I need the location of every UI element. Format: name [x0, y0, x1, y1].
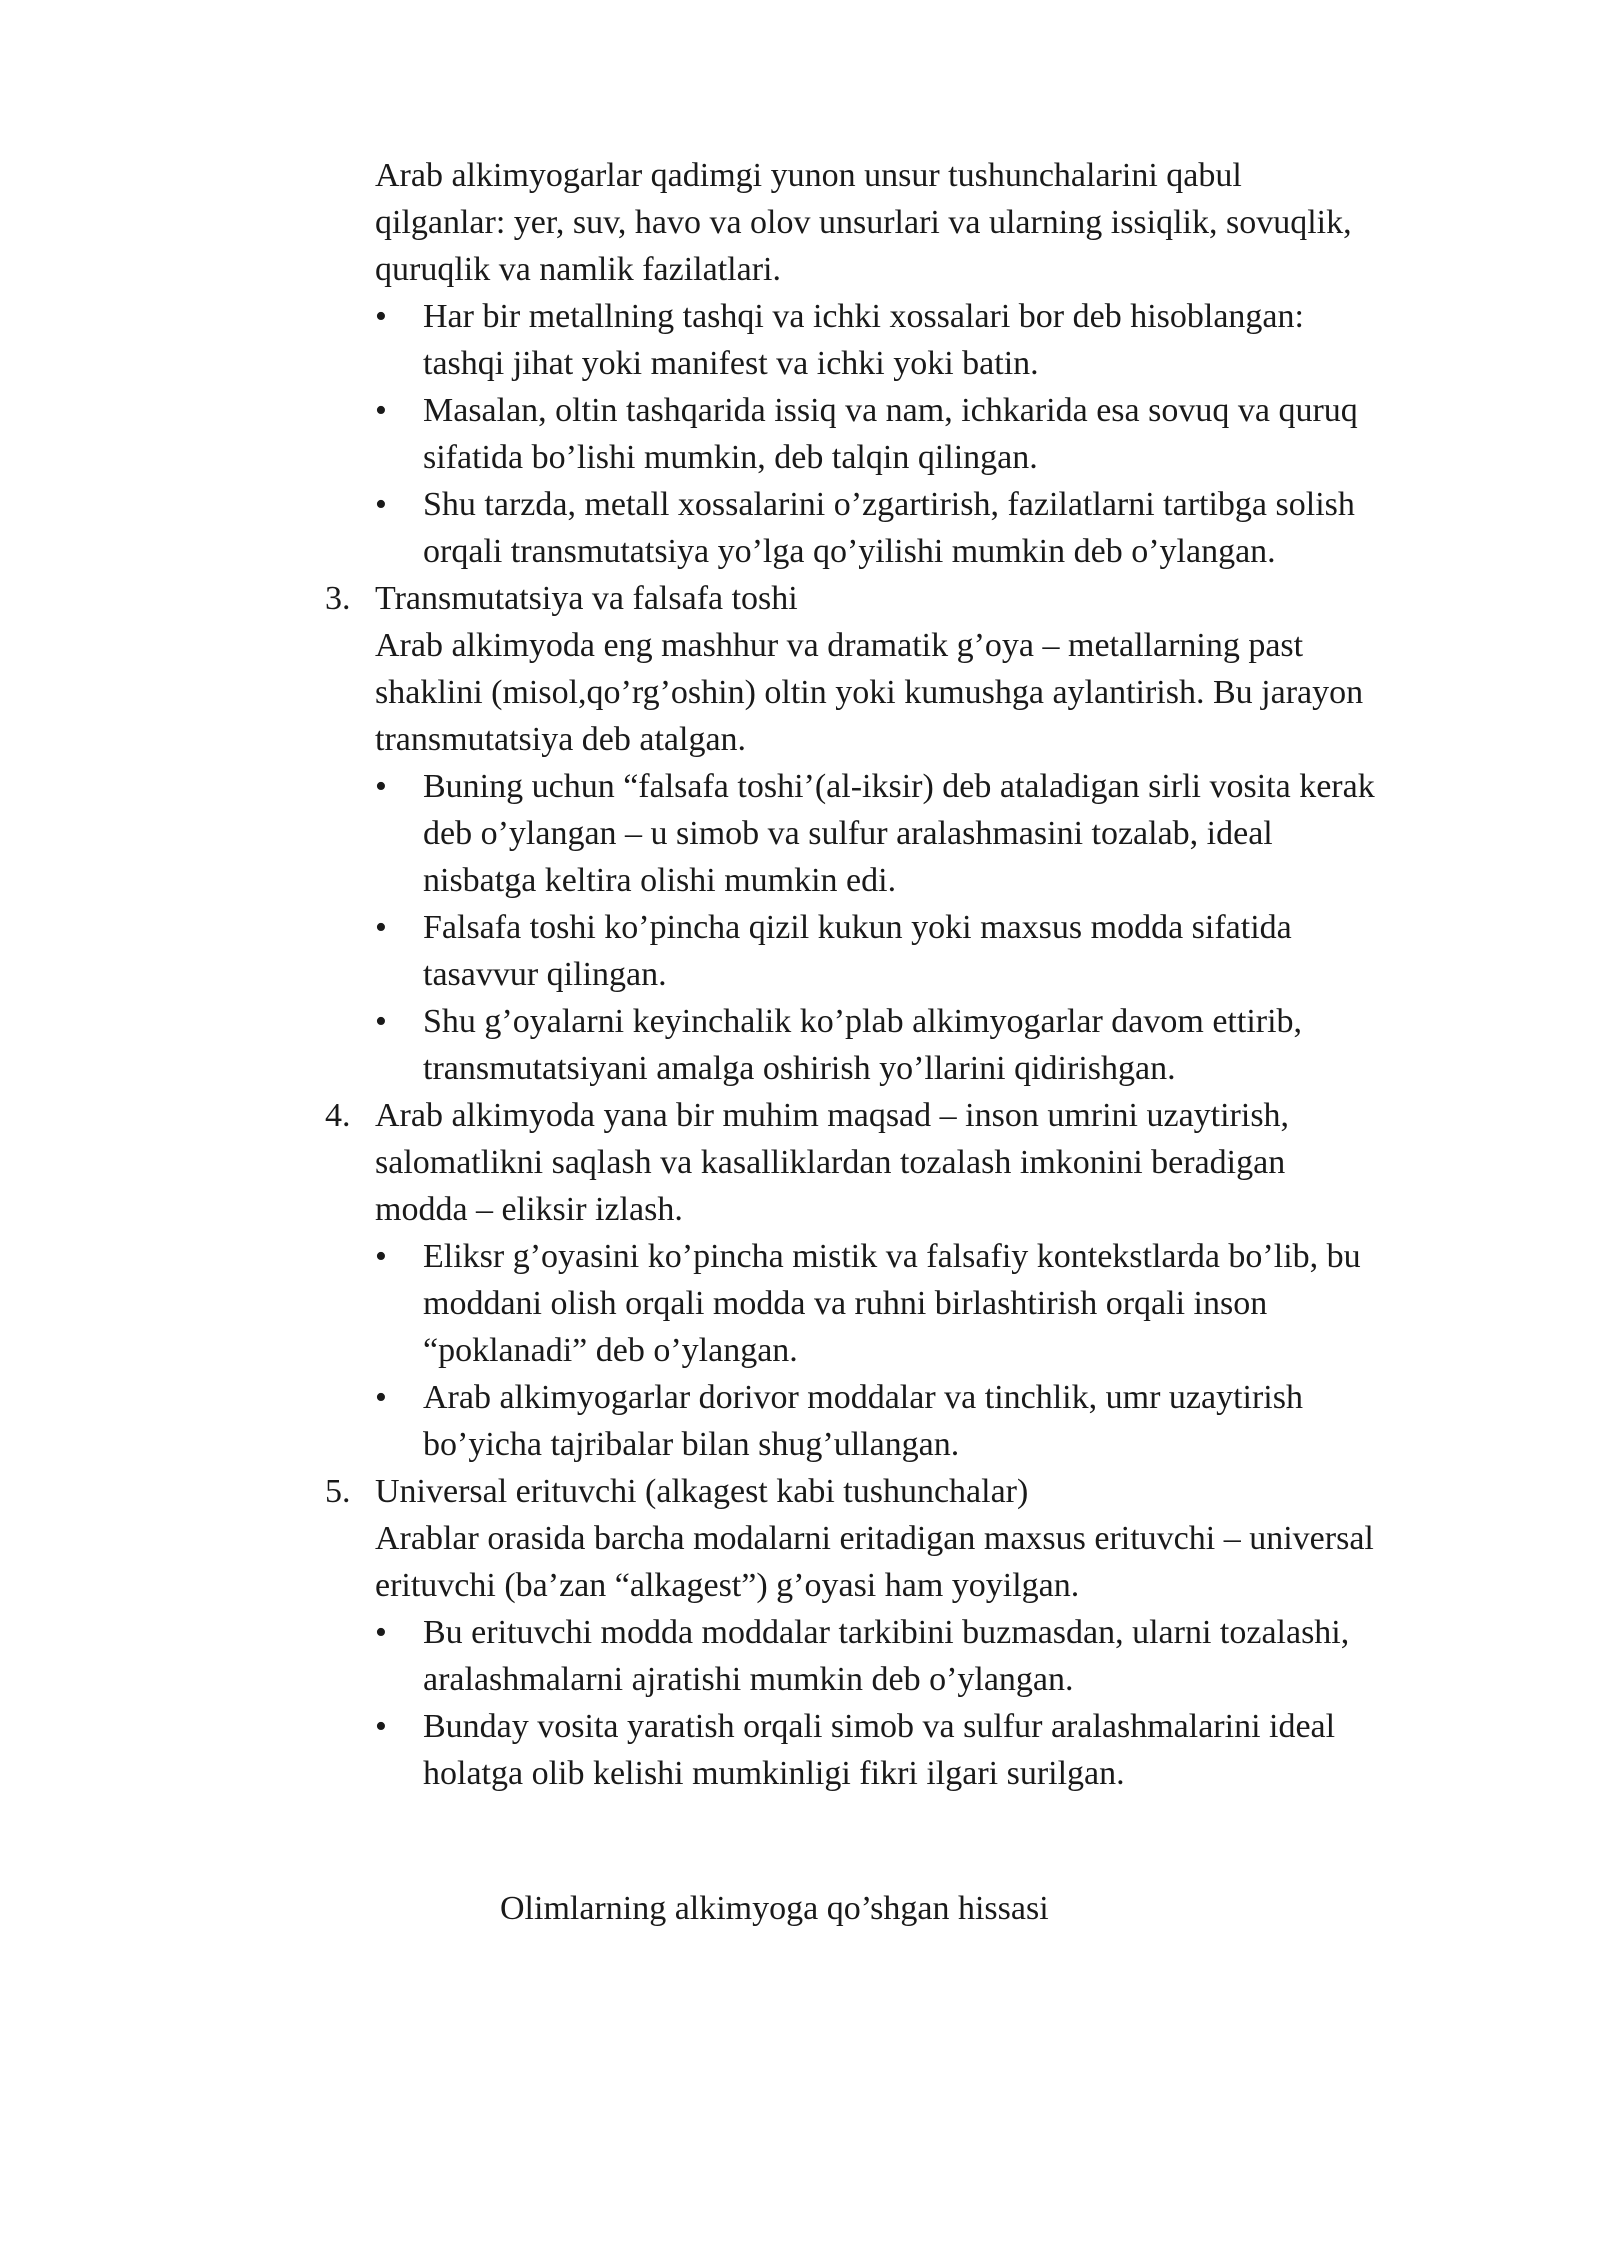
section-number: 5. — [325, 1473, 351, 1510]
document-body — [0, 152, 1600, 1797]
text-line: Eliksr g’oyasini ko’pincha mistik va falsafiy kontekstlarda bo’lib, bu — [423, 1238, 1361, 1275]
text-line: erituvchi (ba’zan “alkagest”) g’oyasi ham yoyilgan. — [375, 1567, 1080, 1604]
section-title: Transmutatsiya va falsafa toshi — [375, 580, 798, 617]
numbered-section-3 — [0, 575, 1485, 763]
text-line: tasavvur qilingan. — [423, 956, 667, 993]
bullet-icon: • — [375, 1379, 387, 1416]
text-line: Arab alkimyogarlar dorivor moddalar va tinchlik, umr uzaytirish — [423, 1379, 1303, 1416]
bullet-icon: • — [375, 909, 387, 946]
list-item — [0, 1609, 1483, 1703]
text-line: moddani olish orqali modda va ruhni birlashtirish orqali inson — [423, 1285, 1268, 1322]
list-item — [0, 387, 1483, 481]
text-line: Har bir metallning tashqi va ichki xossalari bor deb hisoblangan: — [423, 298, 1304, 335]
text-line: Bunday vosita yaratish orqali simob va sulfur aralashmalarini ideal — [423, 1708, 1336, 1745]
text-line: bo’yicha tajribalar bilan shug’ullangan. — [423, 1426, 960, 1463]
text-line: nisbatga keltira olishi mumkin edi. — [423, 862, 897, 899]
section-5-bullet-list — [0, 1609, 1600, 1797]
text-line: shaklini (misol,qo’rg’oshin) oltin yoki kumushga aylantirish. Bu jarayon — [375, 674, 1364, 711]
text-line: salomatlikni saqlash va kasalliklardan tozalash imkonini beradigan — [375, 1144, 1286, 1181]
text-line: deb o’ylangan – u simob va sulfur aralashmasini tozalab, ideal — [423, 815, 1273, 852]
numbered-section-4 — [0, 1092, 1485, 1233]
bullet-icon: • — [375, 486, 387, 523]
text-line: holatga olib kelishi mumkinligi fikri ilgari surilgan. — [423, 1755, 1125, 1792]
section-4-bullet-list — [0, 1233, 1600, 1468]
list-item — [0, 904, 1483, 998]
bullet-icon: • — [375, 1708, 387, 1745]
list-item — [0, 481, 1483, 575]
list-item — [0, 293, 1483, 387]
text-line: aralashmalarni ajratishi mumkin deb o’ylangan. — [423, 1661, 1074, 1698]
bullet-icon: • — [375, 1003, 387, 1040]
text-line: Arab alkimyoda eng mashhur va dramatik g’oya – metallarning past — [375, 627, 1304, 664]
text-line: Arab alkimyogarlar qadimgi yunon unsur tushunchalarini qabul — [375, 157, 1242, 194]
text-line: Buning uchun “falsafa toshi’(al-iksir) deb ataladigan sirli vosita kerak — [423, 768, 1375, 805]
text-line: orqali transmutatsiya yo’lga qo’yilishi mumkin deb o’ylangan. — [423, 533, 1276, 570]
text-line: Masalan, oltin tashqarida issiq va nam, ichkarida esa sovuq va quruq — [423, 392, 1358, 429]
section-heading: Olimlarning alkimyoga qo’shgan hissasi — [500, 1890, 1049, 1927]
text-line: sifatida bo’lishi mumkin, deb talqin qilingan. — [423, 439, 1038, 476]
bullet-icon: • — [375, 1238, 387, 1275]
bullet-icon: • — [375, 392, 387, 429]
text-line: tashqi jihat yoki manifest va ichki yoki batin. — [423, 345, 1039, 382]
bullet-icon: • — [375, 768, 387, 805]
list-item — [0, 1374, 1483, 1468]
text-line: Shu g’oyalarni keyinchalik ko’plab alkimyogarlar davom ettirib, — [423, 1003, 1303, 1040]
section-3-bullet-list — [0, 763, 1600, 1092]
list-item — [0, 1703, 1483, 1797]
text-line: Arablar orasida barcha modalarni eritadigan maxsus erituvchi – universal — [375, 1520, 1374, 1557]
text-line: Shu tarzda, metall xossalarini o’zgartirish, fazilatlarni tartibga solish — [423, 486, 1355, 523]
section-number: 3. — [325, 580, 351, 617]
list-item — [0, 998, 1483, 1092]
intro-paragraph — [0, 152, 1485, 293]
text-line: Bu erituvchi modda moddalar tarkibini buzmasdan, ularni tozalashi, — [423, 1614, 1350, 1651]
bullet-icon: • — [375, 298, 387, 335]
intro-bullet-list — [0, 293, 1600, 575]
text-line: “poklanadi” deb o’ylangan. — [423, 1332, 798, 1369]
text-line: modda – eliksir izlash. — [375, 1191, 683, 1228]
text-line: quruqlik va namlik fazilatlari. — [375, 251, 781, 288]
list-item — [0, 763, 1483, 904]
bullet-icon: • — [375, 1614, 387, 1651]
text-line: transmutatsiya deb atalgan. — [375, 721, 747, 758]
text-line: Falsafa toshi ko’pincha qizil kukun yoki maxsus modda sifatida — [423, 909, 1292, 946]
text-line: qilganlar: yer, suv, havo va olov unsurlari va ularning issiqlik, sovuqlik, — [375, 204, 1352, 241]
section-number: 4. — [325, 1097, 351, 1134]
section-title: Universal erituvchi (alkagest kabi tushunchalar) — [375, 1473, 1029, 1510]
text-line: transmutatsiyani amalga oshirish yo’llarini qidirishgan. — [423, 1050, 1176, 1087]
text-line: Arab alkimyoda yana bir muhim maqsad – inson umrini uzaytirish, — [375, 1097, 1290, 1134]
numbered-section-5 — [0, 1468, 1485, 1609]
list-item — [0, 1233, 1483, 1374]
